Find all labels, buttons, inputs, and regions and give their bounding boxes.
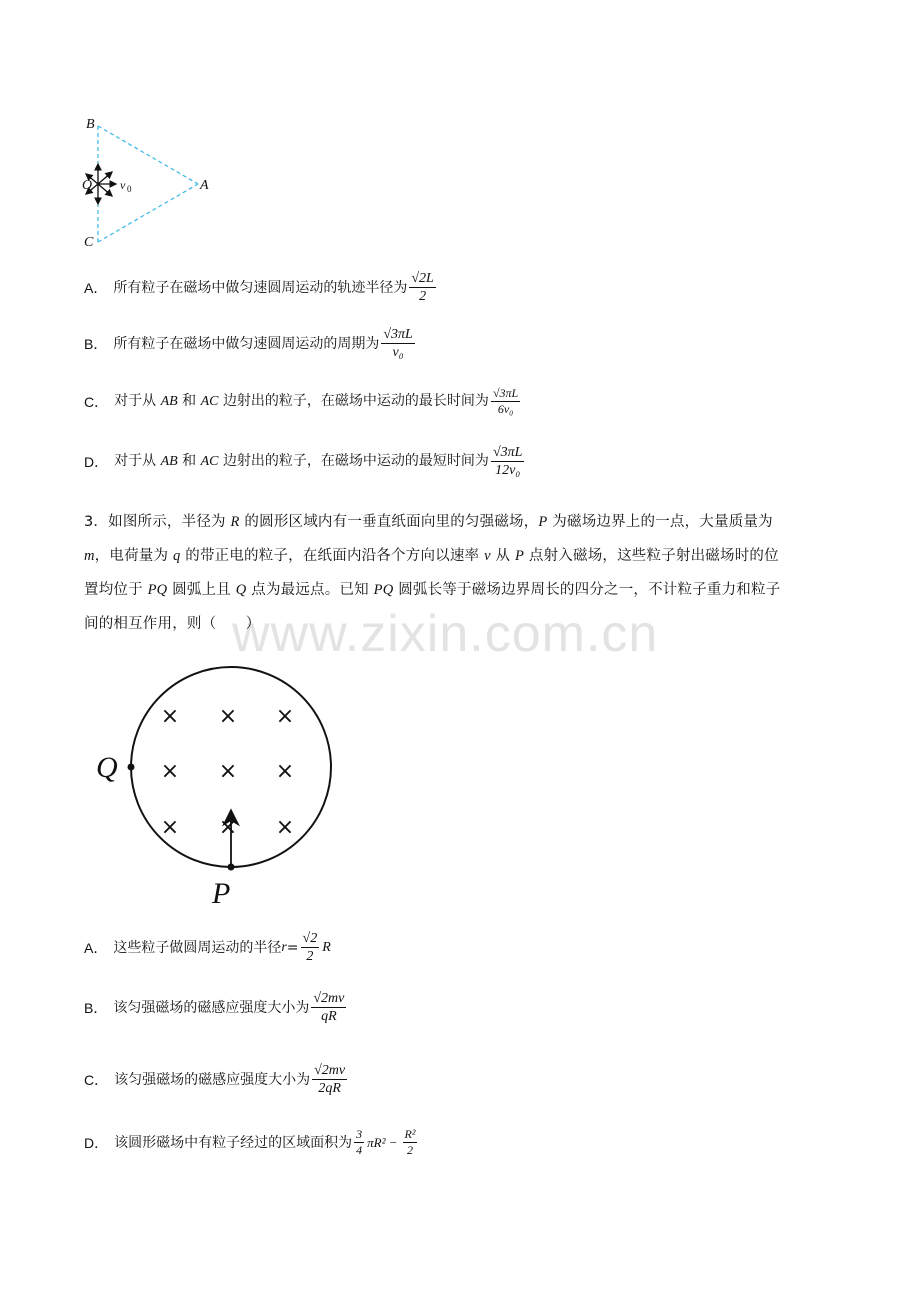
- stem-line-3: 置均位于 PQ 圆弧上且 Q 点为最远点。已知 PQ 圆弧长等于磁场边界周长的四分之一，不计粒子重力和粒子: [84, 582, 781, 598]
- svg-text:×: ×: [218, 704, 238, 729]
- option-label: C．: [84, 393, 109, 410]
- svg-text:×: ×: [160, 704, 180, 729]
- option-text: 所有粒子在磁场中做匀速圆周运动的轨迹半径为: [113, 279, 408, 296]
- svg-text:×: ×: [160, 759, 180, 784]
- svg-text:×: ×: [160, 815, 180, 840]
- q3-stem: [84, 505, 840, 641]
- stem-line-2: m，电荷量为 q 的带正电的粒子，在纸面内沿各个方向以速率 v 从 P 点射入磁场，这些粒子射出磁场时的位: [84, 548, 779, 564]
- field-symbols: [161, 704, 294, 840]
- svg-text:×: ×: [218, 815, 238, 840]
- svg-text:×: ×: [275, 759, 295, 784]
- label-p: P: [212, 877, 231, 910]
- q2-option-d[interactable]: [84, 444, 524, 479]
- label-v0: v: [120, 178, 126, 192]
- option-label: B．: [84, 999, 108, 1016]
- fraction: $\frac{√2mv}{2qR}$: [314, 1063, 346, 1096]
- label-a: A: [200, 178, 209, 193]
- stem-line-4: 间的相互作用，则（ ）: [84, 616, 261, 632]
- triangle-diagram: [78, 112, 218, 252]
- label-c: C: [84, 235, 94, 250]
- fraction: $\frac{√2}{2}$: [302, 931, 318, 964]
- fraction: $\frac{√3\pi L}{\text{12v₀}}$: [492, 445, 523, 478]
- option-label: B．: [84, 335, 108, 352]
- q3-option-a[interactable]: A． 这些粒子做圆周运动的半径 r = $\frac{√2}{2}$ R: [84, 931, 331, 964]
- option-label: C．: [84, 1071, 109, 1088]
- q2-option-a[interactable]: [84, 270, 436, 305]
- point-p: [228, 864, 235, 871]
- q2-option-c[interactable]: [84, 386, 520, 417]
- fraction: $\frac{√2L}{2}$: [411, 271, 434, 304]
- fraction-2: $\frac{\text{R²}}{2}$: [404, 1127, 416, 1157]
- fraction-1: $\frac{3}{4}$: [356, 1127, 363, 1157]
- stem-line-1: 3．如图所示，半径为 R 的圆形区域内有一垂直纸面向里的匀强磁场，P 为磁场边界上的一点，大量质量为: [84, 514, 773, 530]
- fraction: $\frac{√3\pi L}{\text{v₀}}$: [383, 327, 413, 360]
- label-o: O: [82, 178, 93, 193]
- option-label: A．: [84, 939, 108, 956]
- option-label: A．: [84, 279, 108, 296]
- svg-text:×: ×: [275, 815, 295, 840]
- option-text: 该匀强磁场的磁感应强度大小为: [114, 1071, 311, 1088]
- fraction: $\frac{√2mv}{qR}$: [313, 991, 345, 1024]
- option-label: D．: [84, 1134, 109, 1151]
- option-text: 所有粒子在磁场中做匀速圆周运动的周期为: [113, 335, 380, 352]
- label-b: B: [86, 117, 95, 132]
- svg-text:×: ×: [275, 704, 295, 729]
- option-text: 该匀强磁场的磁感应强度大小为: [113, 999, 310, 1016]
- label-q: Q: [96, 751, 118, 784]
- watermark: www.zixin.com.cn: [232, 605, 659, 663]
- option-text: 对于从 AB 和 AC 边射出的粒子，在磁场中运动的最长时间为: [114, 393, 489, 409]
- q3-option-b[interactable]: [84, 990, 346, 1025]
- option-text: 这些粒子做圆周运动的半径: [113, 939, 282, 956]
- option-text: 该圆形磁场中有粒子经过的区域面积为: [114, 1134, 353, 1151]
- edge-ac: [98, 184, 198, 242]
- circle-diagram: [90, 660, 350, 910]
- edge-ab: [98, 126, 198, 184]
- point-q: [128, 764, 135, 771]
- option-label: D．: [84, 453, 109, 470]
- q3-option-d[interactable]: D． 该圆形磁场中有粒子经过的区域面积为 $\frac{3}{4}$ πR² − $\frac{\text{R²}}{2}$: [84, 1127, 416, 1157]
- label-v0-sub: 0: [127, 184, 132, 194]
- option-text: 对于从 AB 和 AC 边射出的粒子，在磁场中运动的最短时间为: [114, 453, 489, 469]
- q2-option-b[interactable]: [84, 326, 415, 361]
- svg-text:×: ×: [218, 759, 238, 784]
- q3-option-c[interactable]: [84, 1062, 347, 1097]
- fraction: $\frac{√3\pi L}{\text{6v₀}}$: [492, 386, 519, 416]
